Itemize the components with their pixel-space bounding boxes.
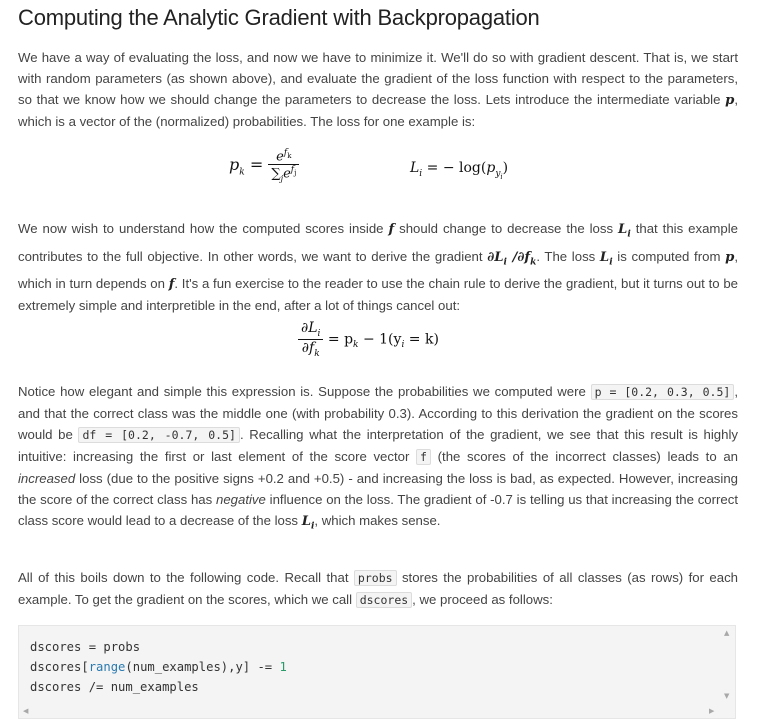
code-content: dscores = probs dscores[range(num_examples),y] -= 1 dscores /= num_examples [30,640,287,694]
code-p-values: p = [0.2, 0.3, 0.5] [591,384,735,400]
section-title: Computing the Analytic Gradient with Backpropagation [18,5,540,30]
equation-softmax: $p_k$ = $\frac{e^{f_k}}{\sum_je^{f_j}}$ [229,148,299,183]
code-block [18,625,736,719]
code-dscores: dscores [356,592,412,608]
vertical-scrollbar[interactable] [721,626,735,704]
softmax-fraction: $\frac{e^{f_k}}{\sum_je^{f_j}}$ [268,148,299,183]
gradient-fraction: $\frac{\partial L_i}{\partial f_k}$ [298,320,323,359]
paragraph-code-intro: All of this boils down to the following code. Recall that probs stores the probabilities of all classes (as rows) for each example. To get the gradient on the scores, which we call dscores , we proceed as follows: [18,570,738,607]
scroll-down-arrow-icon[interactable]: ▼ [724,692,730,700]
scroll-left-arrow-icon[interactable]: ◀ [23,707,29,715]
equation-loss: $L_i$ = − $\log(p_{y_i})$ [410,160,509,181]
scroll-right-arrow-icon[interactable]: ▶ [709,707,715,715]
paragraph-derivative: We now wish to understand how the computed scores inside f should change to decrease the loss $L_i$ that this example contributes to the full objective. In other words, we want to derive the gradient $\partial L_i$ $/\partial f_k$. The loss $L_i$ is computed from p, which in turn depends on f. It's a fun exercise to the reader to use the chain rule to derive the gradient, but it turns out to be extremely simple and interpretible in the end, after a lot of things cancel out: [18,221,739,314]
code-f: f [416,449,431,465]
var-p: p [725,93,735,108]
paragraph-intro: We have a way of evaluating the loss, and now we have to minimize it. We'll do so with gradient descent. That is, we start with random parameters (as shown above), and evaluate the gradient of the loss function with respect to the parameters, so that we know how we should change the parameters to decrease the loss. Lets introduce the intermediate variable p, which is a vector of the (normalized) probabilities. The loss for one example is: [18,50,738,129]
scroll-up-arrow-icon[interactable]: ▲ [724,629,730,637]
equation-gradient: $\frac{\partial L_i}{\partial f_k}$ = $p_k - 1(y_i = k)$ [298,320,439,359]
code-df-values: df = [0.2, -0.7, 0.5] [78,427,239,443]
paragraph-explanation: Notice how elegant and simple this expression is. Suppose the probabilities we computed were p = [0.2, 0.3, 0.5] , and that the correct class was the middle one (with probability 0.3). According to this derivation the gradient on the scores would be df = [0.2, -0.7, 0.5] . Recalling what the interpretation of the gradient, we see that this result is highly intuitive: increasing the first or last element of the score vector f (the scores of the incorrect classes) leads to an increased loss (due to the positive signs +0.2 and +0.5) - and increasing the loss is bad, as expected. However, increasing the score of the correct class has negative influence on the loss. The gradient of -0.7 is telling us that increasing the correct class score would lead to a decrease of the loss $L_i$, which makes sense. [18,384,738,532]
horizontal-scrollbar[interactable] [19,704,735,718]
code-probs: probs [354,570,397,586]
